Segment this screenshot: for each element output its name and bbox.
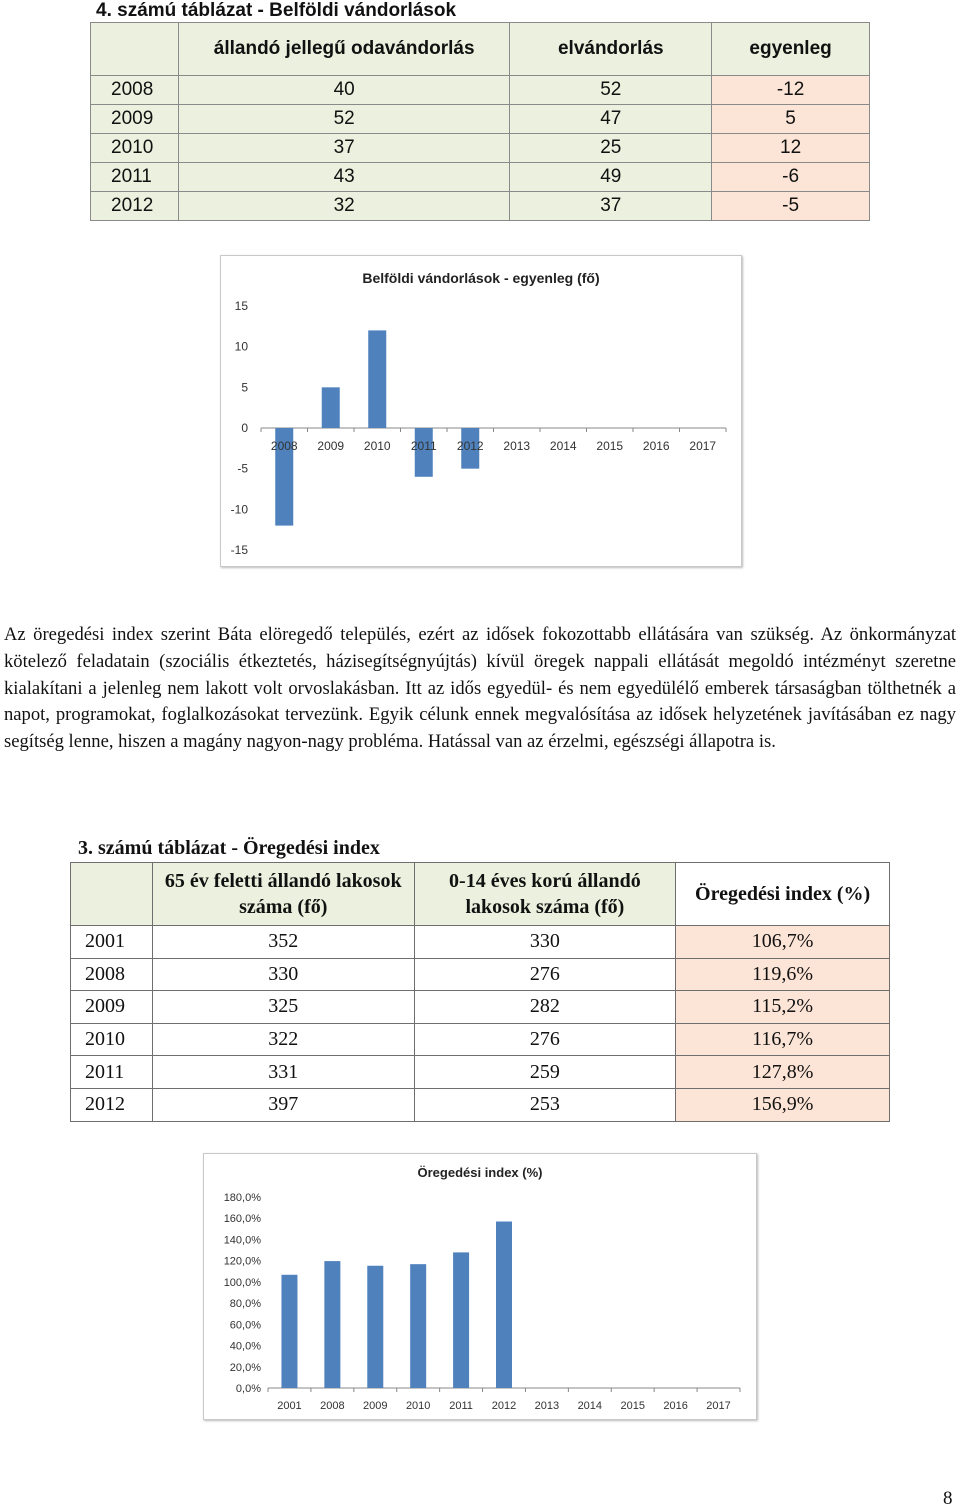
chart-title: Belföldi vándorlások - egyenleg (fő) — [362, 270, 600, 286]
table3-header-empty — [71, 863, 153, 926]
year-cell: 2010 — [71, 1023, 153, 1056]
elderly-count-cell: 322 — [152, 1023, 414, 1056]
balance-cell: -12 — [712, 76, 870, 105]
aging-index-cell: 127,8% — [676, 1056, 890, 1089]
aging-index-cell: 119,6% — [676, 958, 890, 991]
page-number: 8 — [943, 1488, 953, 1509]
table3-title: 3. számú táblázat - Öregedési index — [78, 837, 380, 859]
x-category-label: 2009 — [363, 1400, 388, 1412]
out-migration-cell: 37 — [510, 192, 712, 221]
y-tick-label: 60,0% — [229, 1319, 261, 1332]
table3-header-young: 0-14 éves korú állandó lakosok száma (fő) — [414, 863, 676, 926]
table-row — [71, 1023, 890, 1056]
youth-count-cell: 276 — [414, 958, 676, 991]
y-tick-label: 100,0% — [223, 1276, 261, 1289]
youth-count-cell: 276 — [414, 1023, 676, 1056]
year-cell: 2010 — [91, 134, 179, 163]
migration-balance-chart — [220, 255, 742, 567]
table4-title: 4. számú táblázat - Belföldi vándorlások — [96, 0, 457, 21]
balance-cell: -5 — [712, 192, 870, 221]
x-category-label: 2009 — [317, 439, 345, 453]
x-category-label: 2008 — [320, 1400, 345, 1412]
x-category-label: 2012 — [456, 439, 484, 453]
table4-header-balance: egyenleg — [712, 23, 870, 76]
in-migration-cell: 32 — [178, 192, 509, 221]
in-migration-cell: 52 — [178, 105, 509, 134]
elderly-count-cell: 331 — [152, 1056, 414, 1089]
x-category-label: 2016 — [642, 439, 670, 453]
body-paragraph: Az öregedési index szerint Báta elöregedő település, ezért az idősek fokozottabb ellátására van szükség. Az önkormányzat kötelező feladatain (szociális étkeztetés, házisegítségnyújtás) kívül öregek nappali ellátását megoldó intézményt szeretne kialakítani a jelenleg nem lakott volt orvoslakásban. Itt az idős egyedül- és nem egyedülélő emberek társaságban tölthetnék a napot, programokat, foglalkozásokat tervezünk. Egyik célunk ennek megvalósítása az idősek helyzetének javításában ez nagy segítség lenne, hiszen a magány nagyon-nagy probléma. Hatással van az érzelmi, egészségi állapotra is. — [4, 624, 956, 753]
year-cell: 2012 — [71, 1088, 153, 1121]
y-tick-label: -15 — [230, 543, 248, 557]
table-row — [91, 192, 870, 221]
x-category-label: 2015 — [596, 439, 624, 453]
x-category-label: 2013 — [534, 1400, 560, 1412]
y-tick-label: 180,0% — [223, 1192, 261, 1204]
in-migration-cell: 43 — [178, 163, 509, 192]
year-cell: 2008 — [71, 958, 153, 991]
chart-bar — [410, 1264, 426, 1388]
x-category-label: 2011 — [449, 1400, 473, 1412]
x-category-label: 2017 — [689, 439, 717, 453]
aging-index-chart — [203, 1153, 757, 1420]
y-tick-label: 120,0% — [223, 1255, 261, 1268]
x-category-label: 2008 — [270, 439, 298, 453]
table-row — [71, 958, 890, 991]
elderly-count-cell: 325 — [152, 991, 414, 1024]
aging-index-cell: 115,2% — [676, 991, 890, 1024]
year-cell: 2008 — [91, 76, 179, 105]
out-migration-cell: 47 — [510, 105, 712, 134]
table-row — [71, 991, 890, 1024]
x-category-label: 2011 — [410, 439, 437, 453]
table-row — [71, 1088, 890, 1121]
chart-bar — [281, 1275, 297, 1388]
table-row — [71, 926, 890, 959]
aging-index-table — [70, 862, 890, 1122]
youth-count-cell: 253 — [414, 1088, 676, 1121]
table-row — [91, 76, 870, 105]
table-row — [91, 134, 870, 163]
table4-header-empty — [91, 23, 179, 76]
youth-count-cell: 282 — [414, 991, 676, 1024]
year-cell: 2001 — [71, 926, 153, 959]
x-category-label: 2015 — [620, 1400, 645, 1412]
x-category-label: 2001 — [277, 1400, 302, 1412]
table4-header-out: elvándorlás — [510, 23, 712, 76]
chart-bar — [453, 1252, 469, 1388]
aging-index-cell: 156,9% — [676, 1088, 890, 1121]
y-tick-label: 10 — [234, 339, 248, 354]
table-row — [71, 1056, 890, 1089]
chart-bar — [496, 1222, 512, 1388]
out-migration-cell: 25 — [510, 134, 712, 163]
y-tick-label: 15 — [234, 299, 248, 313]
y-tick-label: 140,0% — [223, 1234, 261, 1247]
elderly-count-cell: 397 — [152, 1088, 414, 1121]
year-cell: 2011 — [91, 163, 179, 192]
chart-title: Öregedési index (%) — [417, 1165, 543, 1180]
x-category-label: 2013 — [503, 439, 531, 453]
balance-cell: -6 — [712, 163, 870, 192]
y-tick-label: 160,0% — [223, 1213, 261, 1226]
out-migration-cell: 49 — [510, 163, 712, 192]
youth-count-cell: 330 — [414, 926, 676, 959]
aging-index-chart-svg — [204, 1154, 756, 1419]
elderly-count-cell: 330 — [152, 958, 414, 991]
x-category-label: 2016 — [663, 1400, 688, 1412]
out-migration-cell: 52 — [510, 76, 712, 105]
y-tick-label: -5 — [237, 461, 248, 476]
table-row — [91, 163, 870, 192]
chart-bar — [368, 330, 386, 428]
y-tick-label: 0 — [241, 421, 248, 435]
balance-cell: 12 — [712, 134, 870, 163]
migration-balance-chart-svg — [221, 256, 741, 566]
chart-bar — [324, 1261, 340, 1388]
in-migration-cell: 37 — [178, 134, 509, 163]
youth-count-cell: 259 — [414, 1056, 676, 1089]
x-category-label: 2010 — [405, 1400, 431, 1412]
migration-table — [90, 22, 870, 221]
x-category-label: 2010 — [363, 439, 391, 453]
x-category-label: 2012 — [491, 1400, 517, 1412]
year-cell: 2012 — [91, 192, 179, 221]
chart-bar — [322, 387, 340, 428]
aging-index-cell: 106,7% — [676, 926, 890, 959]
y-tick-label: 5 — [241, 380, 248, 395]
y-tick-label: -10 — [230, 502, 248, 517]
balance-cell: 5 — [712, 105, 870, 134]
year-cell: 2009 — [71, 991, 153, 1024]
table-row — [91, 105, 870, 134]
table4-header-in: állandó jellegű odavándorlás — [178, 23, 509, 76]
y-tick-label: 0,0% — [235, 1383, 261, 1395]
year-cell: 2011 — [71, 1056, 153, 1089]
x-category-label: 2014 — [577, 1400, 603, 1412]
table3-header-old: 65 év feletti állandó lakosok száma (fő) — [152, 863, 414, 926]
y-tick-label: 20,0% — [229, 1361, 261, 1374]
elderly-count-cell: 352 — [152, 926, 414, 959]
x-category-label: 2017 — [706, 1400, 731, 1412]
aging-index-cell: 116,7% — [676, 1023, 890, 1056]
x-category-label: 2014 — [549, 439, 577, 453]
y-tick-label: 80,0% — [229, 1298, 261, 1311]
y-tick-label: 40,0% — [229, 1340, 261, 1353]
in-migration-cell: 40 — [178, 76, 509, 105]
table3-header-index: Öregedési index (%) — [676, 863, 890, 926]
year-cell: 2009 — [91, 105, 179, 134]
chart-bar — [367, 1266, 383, 1388]
